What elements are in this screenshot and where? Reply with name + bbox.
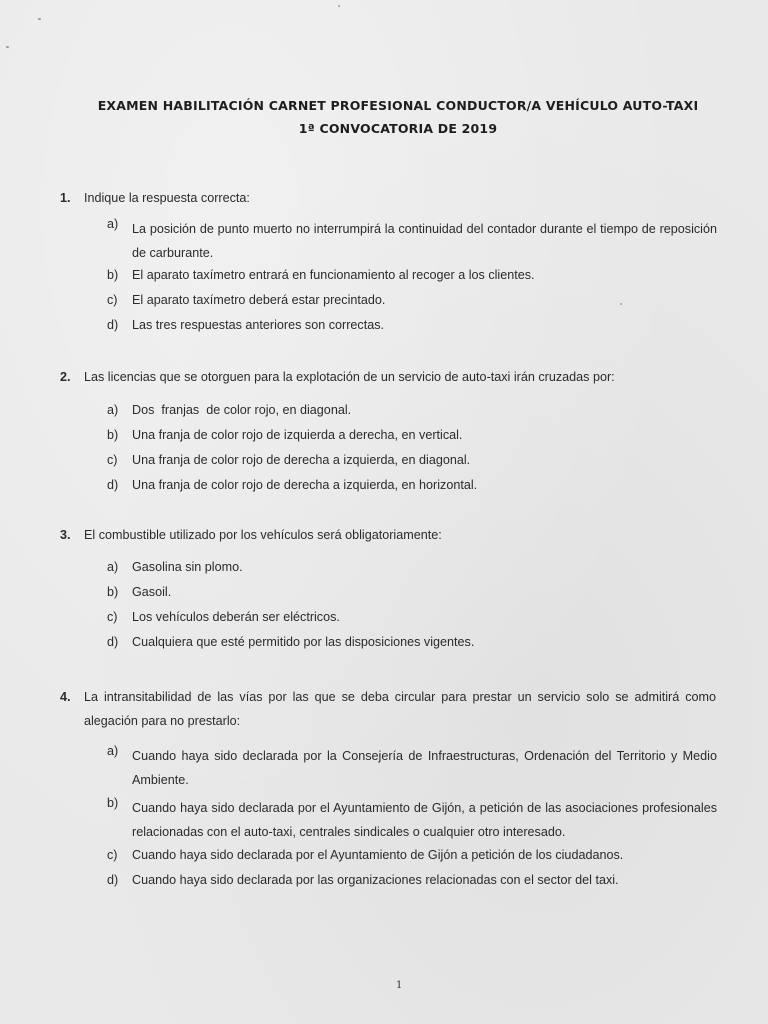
option-letter: a) [107, 217, 119, 231]
question-number: 1. [60, 191, 71, 205]
option-letter: a) [107, 744, 119, 758]
option-text: Dos franjas de color rojo, en diagonal. [132, 403, 352, 417]
scan-speck [38, 18, 41, 20]
option-letter: d) [107, 635, 119, 649]
scan-speck [620, 303, 622, 305]
scan-speck [6, 46, 9, 48]
option-letter: a) [107, 560, 119, 574]
exam-title: EXAMEN HABILITACIÓN CARNET PROFESIONAL CONDUCTOR/A VEHÍCULO AUTO-TAXI [97, 98, 699, 113]
option-letter: d) [107, 873, 119, 887]
option-text: Una franja de color rojo de izquierda a derecha, en vertical. [132, 428, 463, 442]
option-text: Cuando haya sido declarada por el Ayuntamiento de Gijón a petición de los ciudadanos. [132, 848, 624, 862]
question-number: 2. [60, 370, 71, 384]
option-text: Una franja de color rojo de derecha a izquierda, en horizontal. [132, 478, 478, 492]
option-text: Gasoil. [132, 585, 172, 599]
question-text: El combustible utilizado por los vehículos será obligatoriamente: [84, 528, 442, 542]
option-text: Los vehículos deberán ser eléctricos. [132, 610, 340, 624]
question-text: Las licencias que se otorguen para la explotación de un servicio de auto-taxi irán cruzadas por: [84, 370, 615, 384]
option-text: Cuando haya sido declarada por las organizaciones relacionadas con el sector del taxi. [132, 873, 619, 887]
question-number: 4. [60, 690, 71, 704]
option-text: Gasolina sin plomo. [132, 560, 243, 574]
option-letter: c) [107, 848, 118, 862]
option-text: Las tres respuestas anteriores son correctas. [132, 318, 384, 332]
option-text: Una franja de color rojo de derecha a izquierda, en diagonal. [132, 453, 471, 467]
option-letter: c) [107, 293, 118, 307]
option-letter: d) [107, 318, 119, 332]
scan-speck [338, 5, 340, 7]
question-text: Indique la respuesta correcta: [84, 191, 250, 205]
option-letter: c) [107, 453, 118, 467]
exam-subtitle: 1ª CONVOCATORIA DE 2019 [298, 121, 498, 136]
option-letter: b) [107, 796, 119, 810]
option-letter: b) [107, 428, 119, 442]
question-number: 3. [60, 528, 71, 542]
option-text: El aparato taxímetro deberá estar precintado. [132, 293, 386, 307]
option-text: Cuando haya sido declarada por el Ayuntamiento de Gijón, a petición de las asociaciones profesionales relacionadas con el auto-taxi, centrales sindicales o cualquier otro interesado. [132, 801, 717, 839]
option-letter: a) [107, 403, 119, 417]
option-text: El aparato taxímetro entrará en funcionamiento al recoger a los clientes. [132, 268, 535, 282]
option-letter: b) [107, 585, 119, 599]
option-text: Cuando haya sido declarada por la Consejería de Infraestructuras, Ordenación del Territorio y Medio Ambiente. [132, 749, 717, 787]
option-letter: c) [107, 610, 118, 624]
page-number: 1 [396, 980, 403, 991]
option-text: La posición de punto muerto no interrumpirá la continuidad del contador durante el tiempo de reposición de carburante. [132, 222, 717, 260]
option-text: Cualquiera que esté permitido por las disposiciones vigentes. [132, 635, 475, 649]
question-text: La intransitabilidad de las vías por las que se deba circular para prestar un servicio solo se admitirá como alegación para no prestarlo: [84, 690, 716, 728]
option-letter: b) [107, 268, 119, 282]
option-letter: d) [107, 478, 119, 492]
